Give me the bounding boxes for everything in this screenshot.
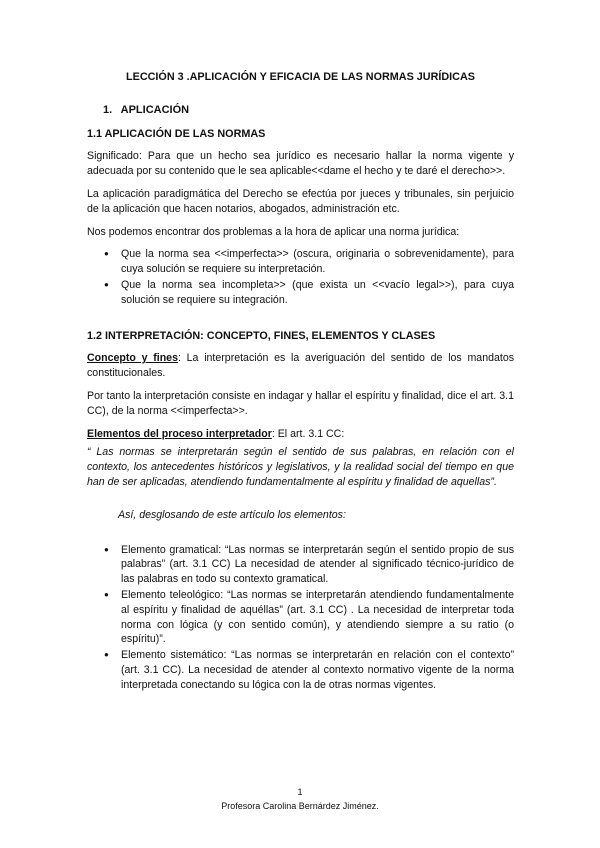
- paragraph-desglosando: Así, desglosando de este artículo los elementos:: [118, 508, 346, 521]
- paragraph-aplicacion-paradigmatica: La aplicación paradigmática del Derecho se efectúa por jueces y tribunales, sin perjuicio de la aplicación que hacen notarios, abogados, administración etc.: [87, 187, 514, 215]
- elementos-label: Elementos del proceso interpretador: [87, 427, 272, 440]
- problems-list: [87, 247, 514, 307]
- subsection-heading-interpretacion: 1.2 INTERPRETACIÓN: CONCEPTO, FINES, ELEMENTOS Y CLASES: [87, 329, 436, 342]
- elements-list: [87, 543, 514, 693]
- paragraph-significado: Significado: Para que un hecho sea jurídico es necesario hallar la norma vigente y adecuada por su contenido que le sea aplicable<<dame el hecho y te daré el derecho>>.: [87, 150, 514, 178]
- list-item: ● Que la norma sea <<imperfecta>> (oscura, originaria o sobrevenidamente), para cuya solución se requiere su interpretación.: [121, 247, 514, 277]
- concepto-text: : La interpretación es la averiguación del sentido de los mandatos constitucionales.: [87, 352, 515, 380]
- page-title: LECCIÓN 3 .APLICACIÓN Y EFICACIA DE LAS NORMAS JURÍDICAS: [126, 71, 475, 83]
- page-number: 1: [297, 787, 303, 797]
- list-item: ● Elemento teleológico: “Las normas se interpretarán atendiendo fundamentalmente al espíritu y finalidad de aquéllas” (art. 3.1 CC) . La necesidad de interpretar toda norma con lógica (y con sentido común), y atendiendo siempre a su ratio (o espíritu)”.: [121, 588, 514, 647]
- list-item: ● Elemento sistemático: “Las normas se interpretarán en relación con el contexto” (art. 3.1 CC). La necesidad de atender al contexto normativo vigente de la norma interpretada conectando su lógica con la de otras normas vigentes.: [121, 648, 514, 692]
- paragraph-por-tanto: Por tanto la interpretación consiste en indagar y hallar el espíritu y finalidad, dice el art. 3.1 CC), de la norma <<imperfecta>>.: [87, 389, 514, 417]
- paragraph-dos-problemas: Nos podemos encontrar dos problemas a la hora de aplicar una norma jurídica:: [87, 225, 460, 238]
- list-item: ● Elemento gramatical: “Las normas se interpretarán según el sentido propio de sus palabras” (art. 3.1 CC) La necesidad de atender al significado técnico-jurídico de las palabras en todo su contexto gramatical.: [121, 543, 514, 587]
- section-number: 1.: [103, 103, 113, 116]
- paragraph-elementos: [87, 427, 514, 442]
- page-content: [87, 70, 514, 703]
- list-item: ● Que la norma sea incompleta>> (que exista un <<vacío legal>>), para cuya solución se requiere su integración.: [121, 278, 514, 308]
- footer-author: Profesora Carolina Bernárdez Jiménez.: [221, 801, 379, 811]
- section-heading-aplicacion: [103, 103, 514, 118]
- concepto-label: Concepto y fines: [87, 352, 178, 365]
- paragraph-concepto-fines: [87, 351, 514, 381]
- elementos-text: : El art. 3.1 CC:: [271, 427, 345, 440]
- subsection-heading-aplicacion-normas: 1.1 APLICACIÓN DE LAS NORMAS: [87, 127, 266, 140]
- article-quote: “ Las normas se interpretarán según el sentido de sus palabras, en relación con el contexto, los antecedentes históricos y legislativos, y la realidad social del tiempo en que han de ser aplicadas, atendiendo fundamentalmente al espíritu y finalidad de aquellas”.: [87, 446, 514, 488]
- section-label: APLICACIÓN: [120, 103, 190, 116]
